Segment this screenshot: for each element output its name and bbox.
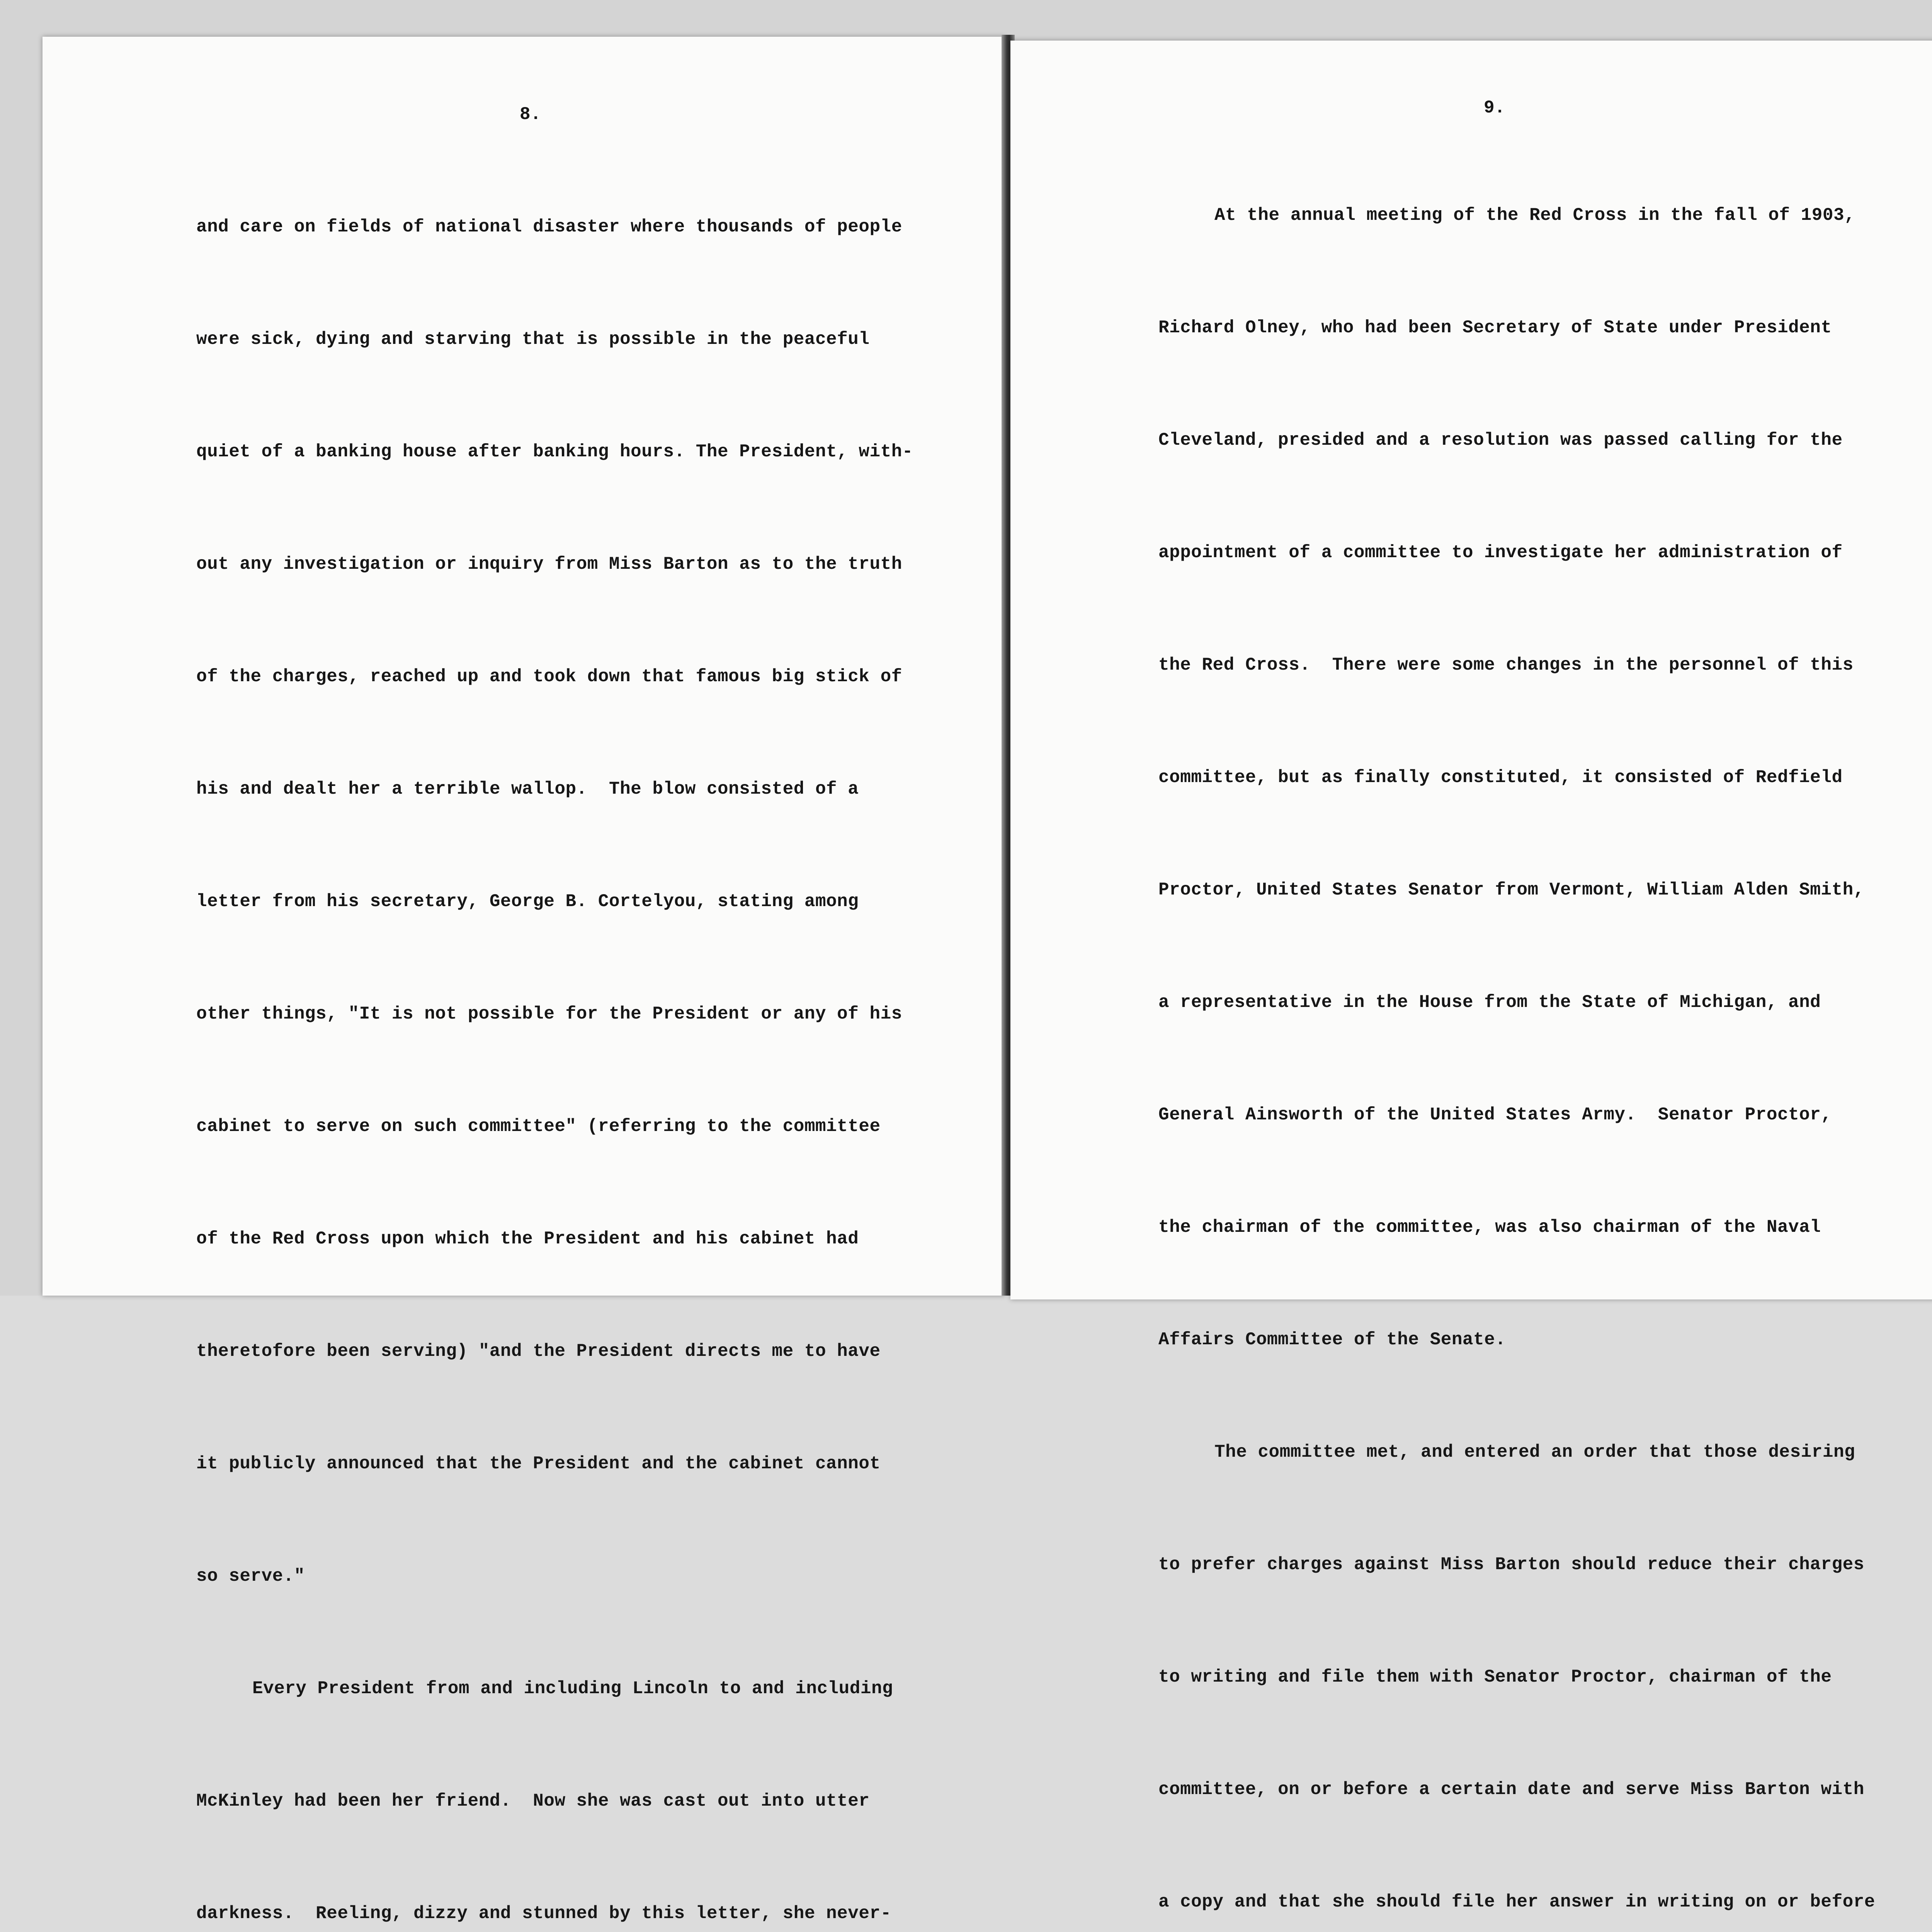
right-page-number: 9. (1484, 98, 1505, 118)
text-line: to prefer charges against Miss Barton should reduce their charges (1158, 1554, 1864, 1575)
text-line: the chairman of the committee, was also chairman of the Naval (1158, 1217, 1821, 1237)
text-line: appointment of a committee to investigate her administration of (1158, 543, 1843, 563)
text-line: committee, but as finally constituted, it consisted of Redfield (1158, 767, 1843, 787)
text-line: so serve." (196, 1566, 305, 1586)
text-line: Every President from and including Lincoln to and including (252, 1679, 893, 1699)
text-line: cabinet to serve on such committee" (referring to the committee (196, 1116, 881, 1136)
right-page-text (1158, 122, 1875, 1932)
text-line: Cleveland, presided and a resolution was passed calling for the (1158, 430, 1843, 450)
text-line: of the Red Cross upon which the President and his cabinet had (196, 1229, 859, 1249)
text-line: At the annual meeting of the Red Cross in the fall of 1903, (1214, 205, 1855, 225)
text-line: darkness. Reeling, dizzy and stunned by this letter, she never- (196, 1903, 891, 1923)
text-line: Proctor, United States Senator from Vermont, William Alden Smith, (1158, 880, 1864, 900)
text-line: theretofore been serving) "and the President directs me to have (196, 1341, 881, 1361)
text-line: The committee met, and entered an order that those desiring (1214, 1442, 1855, 1462)
text-line: his and dealt her a terrible wallop. The blow consisted of a (196, 779, 859, 799)
text-line: quiet of a banking house after banking hours. The President, with- (196, 442, 913, 462)
text-line: Affairs Committee of the Senate. (1158, 1330, 1506, 1350)
text-line: a representative in the House from the State of Michigan, and (1158, 992, 1821, 1012)
text-line: General Ainsworth of the United States Army. Senator Proctor, (1158, 1105, 1832, 1125)
text-line: were sick, dying and starving that is possible in the peaceful (196, 329, 870, 349)
text-line: of the charges, reached up and took down that famous big stick of (196, 667, 902, 687)
text-line: to writing and file them with Senator Proctor, chairman of the (1158, 1667, 1832, 1687)
left-page (43, 37, 1005, 1923)
text-line: letter from his secretary, George B. Cortelyou, stating among (196, 891, 859, 912)
text-line: Richard Olney, who had been Secretary of State under President (1158, 318, 1832, 338)
text-line: committee, on or before a certain date and serve Miss Barton with (1158, 1779, 1864, 1799)
text-line: McKinley had been her friend. Now she was cast out into utter (196, 1791, 870, 1811)
text-line: a copy and that she should file her answer in writing on or before (1158, 1892, 1875, 1912)
left-page-text (196, 133, 924, 1932)
left-page-number: 8. (520, 104, 541, 124)
text-line: it publicly announced that the President and the cabinet cannot (196, 1454, 881, 1474)
text-line: out any investigation or inquiry from Miss Barton as to the truth (196, 554, 902, 574)
right-page (1010, 41, 1932, 1912)
text-line: and care on fields of national disaster where thousands of people (196, 217, 902, 237)
text-line: the Red Cross. There were some changes in the personnel of this (1158, 655, 1854, 675)
text-line: other things, "It is not possible for the President or any of his (196, 1004, 902, 1024)
